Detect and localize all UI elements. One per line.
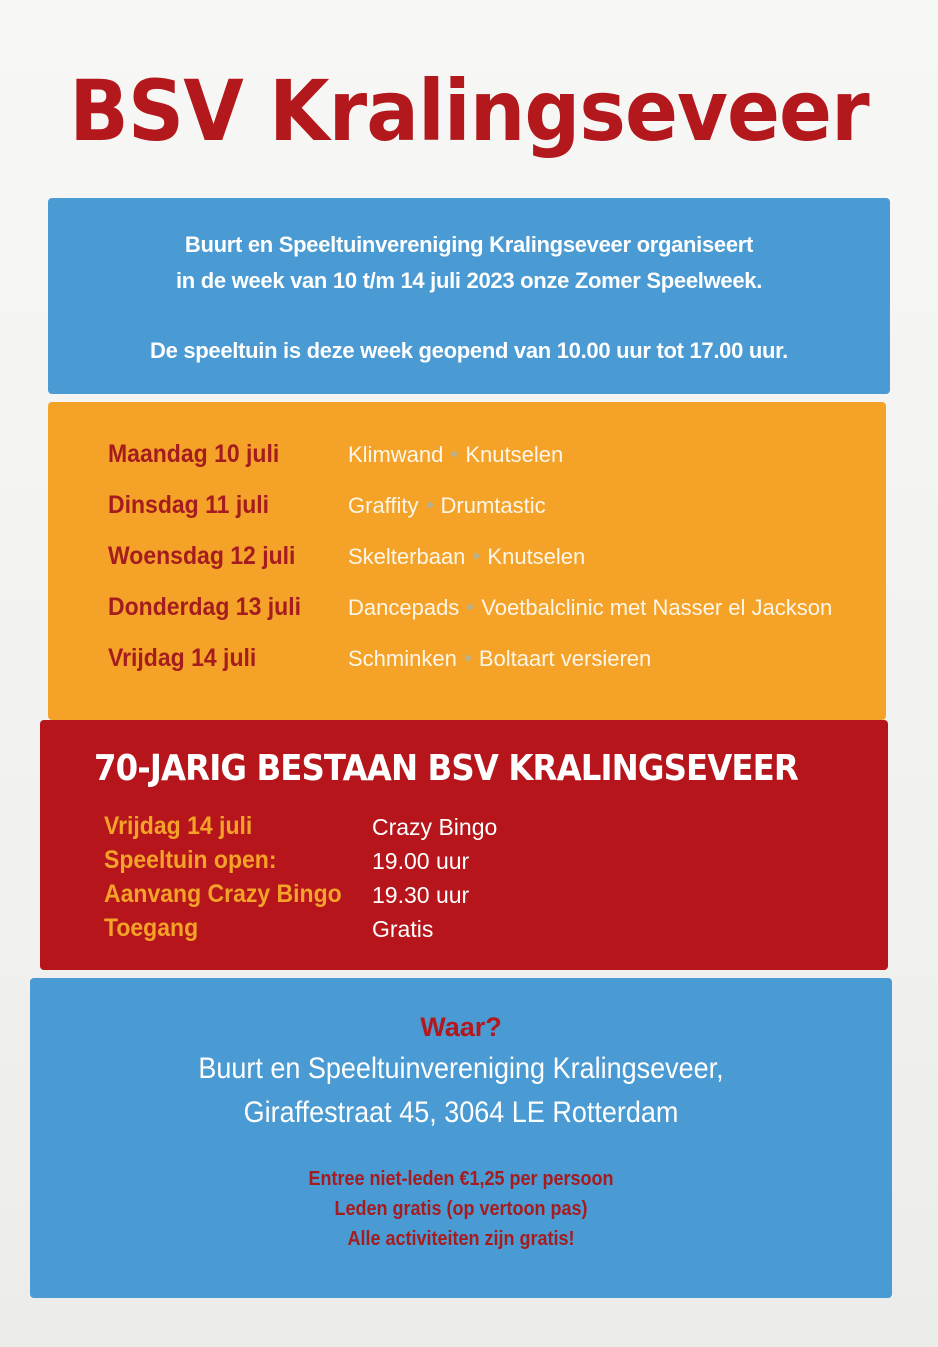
activity: Skelterbaan [348, 544, 466, 569]
bullet-dot [427, 502, 433, 508]
schedule-activities [348, 442, 563, 468]
schedule-panel [48, 402, 886, 720]
opening-hours: De speeltuin is deze week geopend van 10.00 uur tot 17.00 uur. [150, 338, 788, 363]
activity: Drumtastic [440, 493, 546, 518]
jubilee-panel [40, 720, 888, 970]
schedule-row [108, 542, 868, 582]
activity: Graffity [348, 493, 419, 518]
members-note: Leden gratis (op vertoon pas) [334, 1198, 588, 1220]
bullet-dot [473, 553, 479, 559]
schedule-day: Dinsdag 11 juli [108, 491, 270, 519]
jubilee-row [104, 846, 804, 880]
location-panel [30, 978, 892, 1298]
jubilee-label: Aanvang Crazy Bingo [104, 880, 342, 908]
poster-title: BSV Kralingseveer [69, 62, 869, 160]
jubilee-value: 19.00 uur [372, 848, 470, 874]
address-line-1: Buurt en Speeltuinvereniging Kralingseveer, [198, 1052, 724, 1085]
schedule-row [108, 491, 868, 531]
activity: Klimwand [348, 442, 444, 467]
activity: Knutselen [465, 442, 564, 467]
schedule-row [108, 593, 868, 633]
intro-panel [48, 198, 890, 394]
activities-free-note: Alle activiteiten zijn gratis! [347, 1228, 575, 1250]
activity: Boltaart versieren [478, 646, 652, 671]
jubilee-label: Speeltuin open: [104, 846, 277, 874]
jubilee-value: Gratis [372, 916, 434, 942]
location-question: Waar? [420, 1012, 502, 1042]
jubilee-row [104, 880, 804, 914]
schedule-day: Vrijdag 14 juli [108, 644, 257, 672]
jubilee-label: Toegang [104, 914, 199, 942]
activity: Knutselen [487, 544, 586, 569]
intro-line-1: Buurt en Speeltuinvereniging Kralingseveer organiseert [184, 232, 754, 257]
bullet-dot [467, 604, 473, 610]
jubilee-label: Vrijdag 14 juli [104, 812, 253, 840]
jubilee-value: Crazy Bingo [372, 814, 498, 840]
intro-line-2: in de week van 10 t/m 14 juli 2023 onze Zomer Speelweek. [175, 268, 763, 293]
activity: Schminken [348, 646, 457, 671]
schedule-row [108, 644, 868, 684]
schedule-day: Donderdag 13 juli [108, 593, 301, 621]
address-line-2: Giraffestraat 45, 3064 LE Rotterdam [243, 1096, 679, 1129]
schedule-row [108, 440, 868, 480]
jubilee-row [104, 812, 804, 846]
schedule-activities [348, 544, 585, 570]
schedule-activities [348, 595, 832, 621]
bullet-dot [465, 655, 471, 661]
activity: Voetbalclinic met Nasser el Jackson [481, 595, 833, 620]
entry-fee-note: Entree niet-leden €1,25 per persoon [308, 1168, 614, 1190]
jubilee-title: 70-JARIG BESTAAN BSV KRALINGSEVEER [94, 748, 798, 789]
schedule-day: Woensdag 12 juli [108, 542, 296, 570]
activity: Dancepads [348, 595, 460, 620]
bullet-dot [451, 451, 457, 457]
schedule-day: Maandag 10 juli [108, 440, 280, 468]
schedule-activities [348, 493, 546, 519]
schedule-activities [348, 646, 651, 672]
jubilee-value: 19.30 uur [372, 882, 470, 908]
jubilee-row [104, 914, 804, 948]
